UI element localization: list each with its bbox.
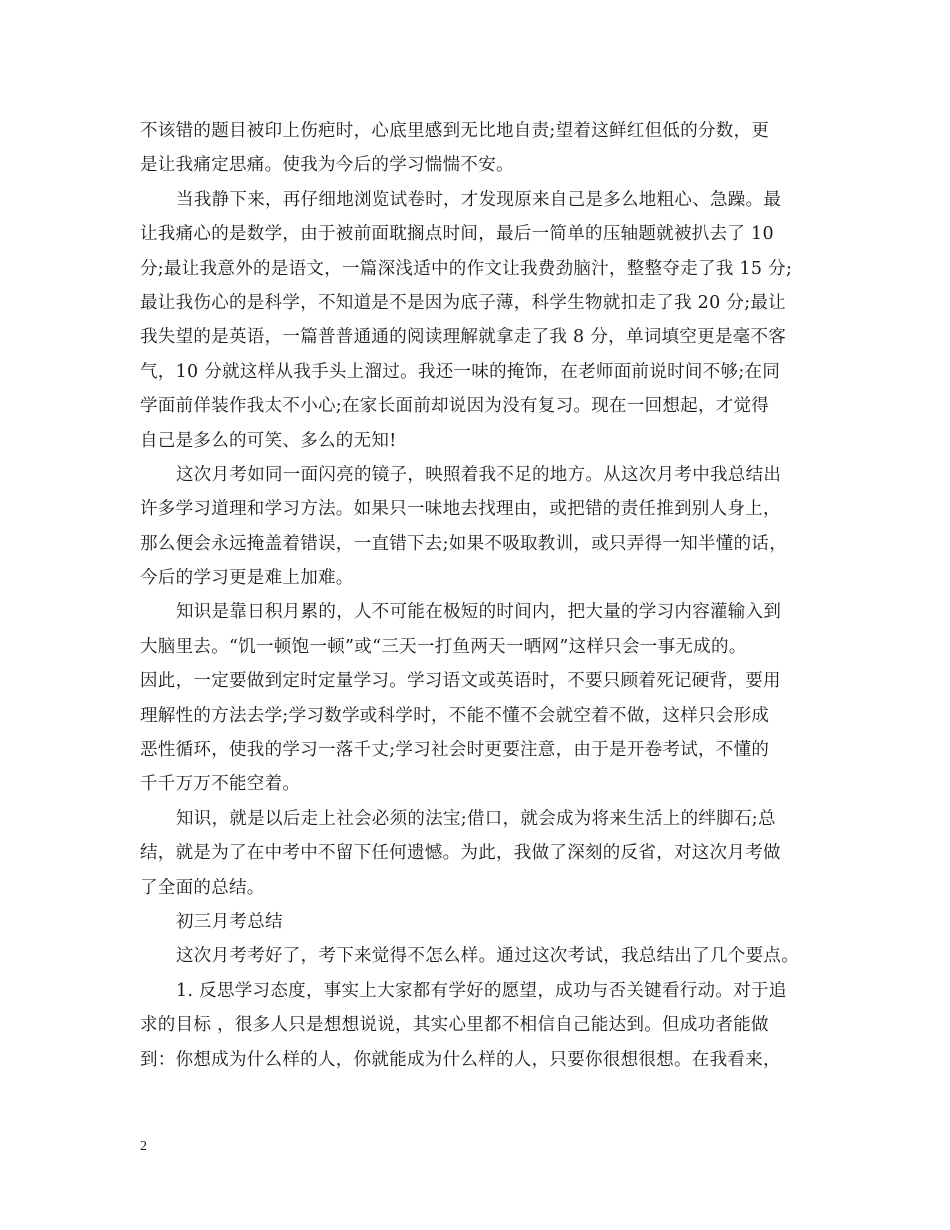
text-line: 分;最让我意外的是语文，一篇深浅适中的作文让我费劲脑汁，整整夺走了我 15 分; xyxy=(140,258,793,279)
text-line: 因此，一定要做到定时定量学习。学习语文或英语时，不要只顾着死记硬背，要用 xyxy=(140,671,781,692)
text-line: 初三月考总结 xyxy=(176,911,283,932)
text-line: 这次月考考好了，考下来觉得不怎么样。通过这次考试，我总结出了几个要点。 xyxy=(176,946,799,967)
text-line: 到：你想成为什么样的人，你就能成为什么样的人，只要你很想很想。在我看来， xyxy=(140,1049,781,1070)
text-line: 理解性的方法去学;学习数学或科学时，不能不懂不会就空着不做，这样只会形成 xyxy=(140,705,770,726)
text-line: 许多学习道理和学习方法。如果只一味地去找理由，或把错的责任推到别人身上， xyxy=(140,499,781,520)
text-line: 这次月考如同一面闪亮的镜子，映照着我不足的地方。从这次月考中我总结出 xyxy=(176,464,782,485)
text-line: 恶性循环，使我的学习一落千丈;学习社会时更要注意，由于是开卷考试，不懂的 xyxy=(140,740,770,761)
text-line: 结，就是为了在中考中不留下任何遗憾。为此，我做了深刻的反省，对这次月考做 xyxy=(140,843,781,864)
text-line: 今后的学习更是难上加难。 xyxy=(140,568,354,589)
text-line: 知识是靠日积月累的，人不可能在极短的时间内，把大量的学习内容灌输入到 xyxy=(176,602,782,623)
text-line: 当我静下来，再仔细地浏览试卷时，才发现原来自己是多么地粗心、急躁。最 xyxy=(176,189,782,210)
text-line: 是让我痛定思痛。使我为今后的学习惴惴不安。 xyxy=(140,155,514,176)
text-line: 那么便会永远掩盖着错误，一直错下去;如果不吸取教训，或只弄得一知半懂的话， xyxy=(140,533,787,554)
text-line: 不该错的题目被印上伤疤时，心底里感到无比地自责;望着这鲜红但低的分数，更 xyxy=(140,121,770,141)
body-text xyxy=(140,114,820,1077)
text-line: 气，10 分就这样从我手头上溜过。我还一味的掩饰，在老师面前说时间不够;在同 xyxy=(140,361,781,382)
text-line: 自己是多么的可笑、多么的无知! xyxy=(140,430,397,451)
text-line: 让我痛心的是数学，由于被前面耽搁点时间，最后一简单的压轴题就被扒去了 10 xyxy=(140,224,774,245)
text-line: 大脑里去。“饥一顿饱一顿”或“三天一打鱼两天一晒网”这样只会一事无成的。 xyxy=(140,636,747,657)
text-line: 最让我伤心的是科学，不知道是不是因为底子薄，科学生物就扣走了我 20 分;最让 xyxy=(140,292,786,313)
text-line: 1. 反思学习态度，事实上大家都有学好的愿望，成功与否关键看行动。对于追 xyxy=(176,980,787,1001)
text-line: 我失望的是英语，一篇普普通通的阅读理解就拿走了我 8 分，单词填空更是毫不客 xyxy=(140,327,787,348)
text-line: 知识，就是以后走上社会必须的法宝;借口，就会成为将来生活上的绊脚石;总 xyxy=(176,808,776,829)
text-line: 学面前佯装作我太不小心;在家长面前却说因为没有复习。现在一回想起，才觉得 xyxy=(140,396,770,417)
text-line: 了全面的总结。 xyxy=(140,877,265,898)
text-line: 千千万万不能空着。 xyxy=(140,774,301,795)
text-line: 求的目标 ，很多人只是想想说说，其实心里都不相信自己能达到。但成功者能做 xyxy=(140,1015,769,1036)
page-number: 2 xyxy=(140,1139,147,1154)
